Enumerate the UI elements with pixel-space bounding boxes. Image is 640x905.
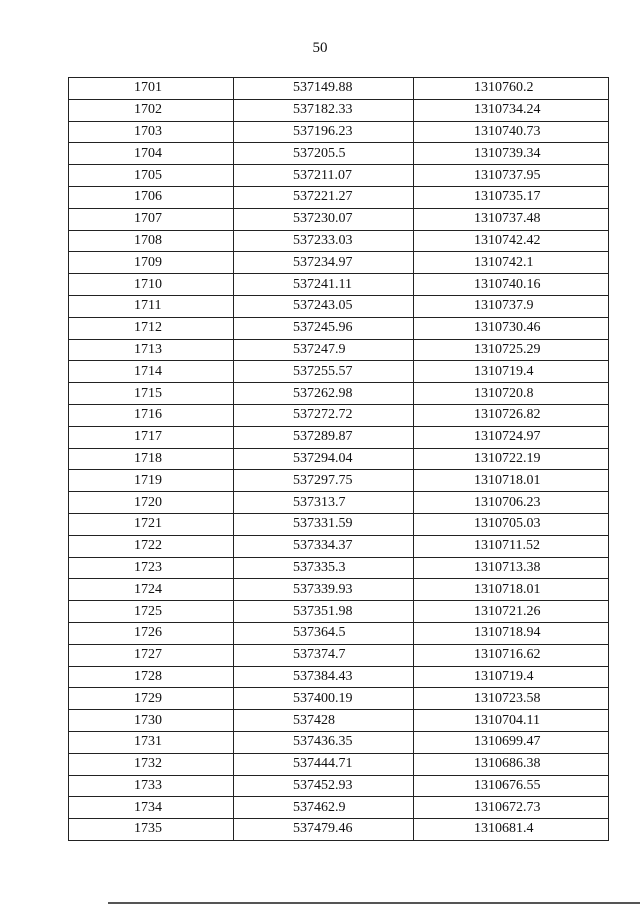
x-coordinate-cell: 537297.75 [234, 470, 414, 492]
table-row [69, 819, 609, 841]
table-row [69, 557, 609, 579]
point-number-cell: 1711 [69, 295, 234, 317]
point-number-cell: 1703 [69, 121, 234, 143]
table-row [69, 186, 609, 208]
y-coordinate-cell: 1310672.73 [414, 797, 609, 819]
y-coordinate-cell: 1310740.16 [414, 274, 609, 296]
x-coordinate-cell: 537196.23 [234, 121, 414, 143]
point-number-cell: 1715 [69, 383, 234, 405]
coordinates-table [68, 77, 609, 841]
point-number-cell: 1706 [69, 186, 234, 208]
y-coordinate-cell: 1310720.8 [414, 383, 609, 405]
y-coordinate-cell: 1310713.38 [414, 557, 609, 579]
table-row [69, 535, 609, 557]
y-coordinate-cell: 1310735.17 [414, 186, 609, 208]
y-coordinate-cell: 1310726.82 [414, 404, 609, 426]
x-coordinate-cell: 537247.9 [234, 339, 414, 361]
y-coordinate-cell: 1310716.62 [414, 644, 609, 666]
table-row [69, 274, 609, 296]
point-number-cell: 1724 [69, 579, 234, 601]
point-number-cell: 1701 [69, 78, 234, 100]
table-row [69, 121, 609, 143]
coordinates-table-body [69, 78, 609, 841]
x-coordinate-cell: 537364.5 [234, 622, 414, 644]
x-coordinate-cell: 537245.96 [234, 317, 414, 339]
point-number-cell: 1726 [69, 622, 234, 644]
x-coordinate-cell: 537289.87 [234, 426, 414, 448]
x-coordinate-cell: 537428 [234, 710, 414, 732]
table-row [69, 775, 609, 797]
table-row [69, 492, 609, 514]
y-coordinate-cell: 1310706.23 [414, 492, 609, 514]
point-number-cell: 1733 [69, 775, 234, 797]
table-row [69, 710, 609, 732]
y-coordinate-cell: 1310740.73 [414, 121, 609, 143]
y-coordinate-cell: 1310737.48 [414, 208, 609, 230]
point-number-cell: 1727 [69, 644, 234, 666]
x-coordinate-cell: 537384.43 [234, 666, 414, 688]
table-row [69, 688, 609, 710]
x-coordinate-cell: 537205.5 [234, 143, 414, 165]
y-coordinate-cell: 1310724.97 [414, 426, 609, 448]
point-number-cell: 1702 [69, 99, 234, 121]
table-row [69, 361, 609, 383]
point-number-cell: 1716 [69, 404, 234, 426]
table-row [69, 208, 609, 230]
point-number-cell: 1712 [69, 317, 234, 339]
table-row [69, 513, 609, 535]
y-coordinate-cell: 1310711.52 [414, 535, 609, 557]
x-coordinate-cell: 537255.57 [234, 361, 414, 383]
x-coordinate-cell: 537272.72 [234, 404, 414, 426]
x-coordinate-cell: 537334.37 [234, 535, 414, 557]
y-coordinate-cell: 1310704.11 [414, 710, 609, 732]
y-coordinate-cell: 1310734.24 [414, 99, 609, 121]
x-coordinate-cell: 537335.3 [234, 557, 414, 579]
y-coordinate-cell: 1310718.01 [414, 579, 609, 601]
point-number-cell: 1705 [69, 165, 234, 187]
table-row [69, 644, 609, 666]
x-coordinate-cell: 537234.97 [234, 252, 414, 274]
table-row [69, 295, 609, 317]
y-coordinate-cell: 1310681.4 [414, 819, 609, 841]
table-row [69, 666, 609, 688]
x-coordinate-cell: 537241.11 [234, 274, 414, 296]
table-row [69, 470, 609, 492]
point-number-cell: 1723 [69, 557, 234, 579]
table-row [69, 99, 609, 121]
x-coordinate-cell: 537479.46 [234, 819, 414, 841]
x-coordinate-cell: 537243.05 [234, 295, 414, 317]
table-row [69, 622, 609, 644]
point-number-cell: 1729 [69, 688, 234, 710]
x-coordinate-cell: 537452.93 [234, 775, 414, 797]
x-coordinate-cell: 537374.7 [234, 644, 414, 666]
x-coordinate-cell: 537436.35 [234, 731, 414, 753]
x-coordinate-cell: 537444.71 [234, 753, 414, 775]
x-coordinate-cell: 537262.98 [234, 383, 414, 405]
table-row [69, 230, 609, 252]
x-coordinate-cell: 537351.98 [234, 601, 414, 623]
table-row [69, 579, 609, 601]
y-coordinate-cell: 1310686.38 [414, 753, 609, 775]
x-coordinate-cell: 537211.07 [234, 165, 414, 187]
x-coordinate-cell: 537400.19 [234, 688, 414, 710]
x-coordinate-cell: 537313.7 [234, 492, 414, 514]
y-coordinate-cell: 1310725.29 [414, 339, 609, 361]
x-coordinate-cell: 537233.03 [234, 230, 414, 252]
y-coordinate-cell: 1310721.26 [414, 601, 609, 623]
table-row [69, 252, 609, 274]
x-coordinate-cell: 537149.88 [234, 78, 414, 100]
point-number-cell: 1704 [69, 143, 234, 165]
table-row [69, 317, 609, 339]
y-coordinate-cell: 1310705.03 [414, 513, 609, 535]
x-coordinate-cell: 537182.33 [234, 99, 414, 121]
y-coordinate-cell: 1310719.4 [414, 361, 609, 383]
y-coordinate-cell: 1310742.1 [414, 252, 609, 274]
point-number-cell: 1732 [69, 753, 234, 775]
table-row [69, 339, 609, 361]
y-coordinate-cell: 1310760.2 [414, 78, 609, 100]
y-coordinate-cell: 1310742.42 [414, 230, 609, 252]
point-number-cell: 1728 [69, 666, 234, 688]
x-coordinate-cell: 537221.27 [234, 186, 414, 208]
y-coordinate-cell: 1310718.01 [414, 470, 609, 492]
table-row [69, 143, 609, 165]
x-coordinate-cell: 537462.9 [234, 797, 414, 819]
y-coordinate-cell: 1310739.34 [414, 143, 609, 165]
table-row [69, 601, 609, 623]
y-coordinate-cell: 1310737.9 [414, 295, 609, 317]
point-number-cell: 1721 [69, 513, 234, 535]
point-number-cell: 1731 [69, 731, 234, 753]
table-row [69, 753, 609, 775]
y-coordinate-cell: 1310699.47 [414, 731, 609, 753]
y-coordinate-cell: 1310718.94 [414, 622, 609, 644]
point-number-cell: 1714 [69, 361, 234, 383]
point-number-cell: 1710 [69, 274, 234, 296]
point-number-cell: 1719 [69, 470, 234, 492]
y-coordinate-cell: 1310722.19 [414, 448, 609, 470]
table-row [69, 797, 609, 819]
table-row [69, 383, 609, 405]
table-row [69, 731, 609, 753]
point-number-cell: 1707 [69, 208, 234, 230]
table-row [69, 78, 609, 100]
point-number-cell: 1720 [69, 492, 234, 514]
y-coordinate-cell: 1310730.46 [414, 317, 609, 339]
x-coordinate-cell: 537339.93 [234, 579, 414, 601]
point-number-cell: 1734 [69, 797, 234, 819]
point-number-cell: 1713 [69, 339, 234, 361]
point-number-cell: 1730 [69, 710, 234, 732]
y-coordinate-cell: 1310719.4 [414, 666, 609, 688]
x-coordinate-cell: 537294.04 [234, 448, 414, 470]
bottom-rule [108, 902, 640, 904]
x-coordinate-cell: 537331.59 [234, 513, 414, 535]
point-number-cell: 1708 [69, 230, 234, 252]
table-row [69, 426, 609, 448]
point-number-cell: 1725 [69, 601, 234, 623]
point-number-cell: 1717 [69, 426, 234, 448]
point-number-cell: 1735 [69, 819, 234, 841]
x-coordinate-cell: 537230.07 [234, 208, 414, 230]
point-number-cell: 1722 [69, 535, 234, 557]
table-row [69, 404, 609, 426]
point-number-cell: 1718 [69, 448, 234, 470]
table-row [69, 448, 609, 470]
table-row [69, 165, 609, 187]
point-number-cell: 1709 [69, 252, 234, 274]
page-number: 50 [312, 40, 328, 56]
y-coordinate-cell: 1310723.58 [414, 688, 609, 710]
y-coordinate-cell: 1310676.55 [414, 775, 609, 797]
y-coordinate-cell: 1310737.95 [414, 165, 609, 187]
